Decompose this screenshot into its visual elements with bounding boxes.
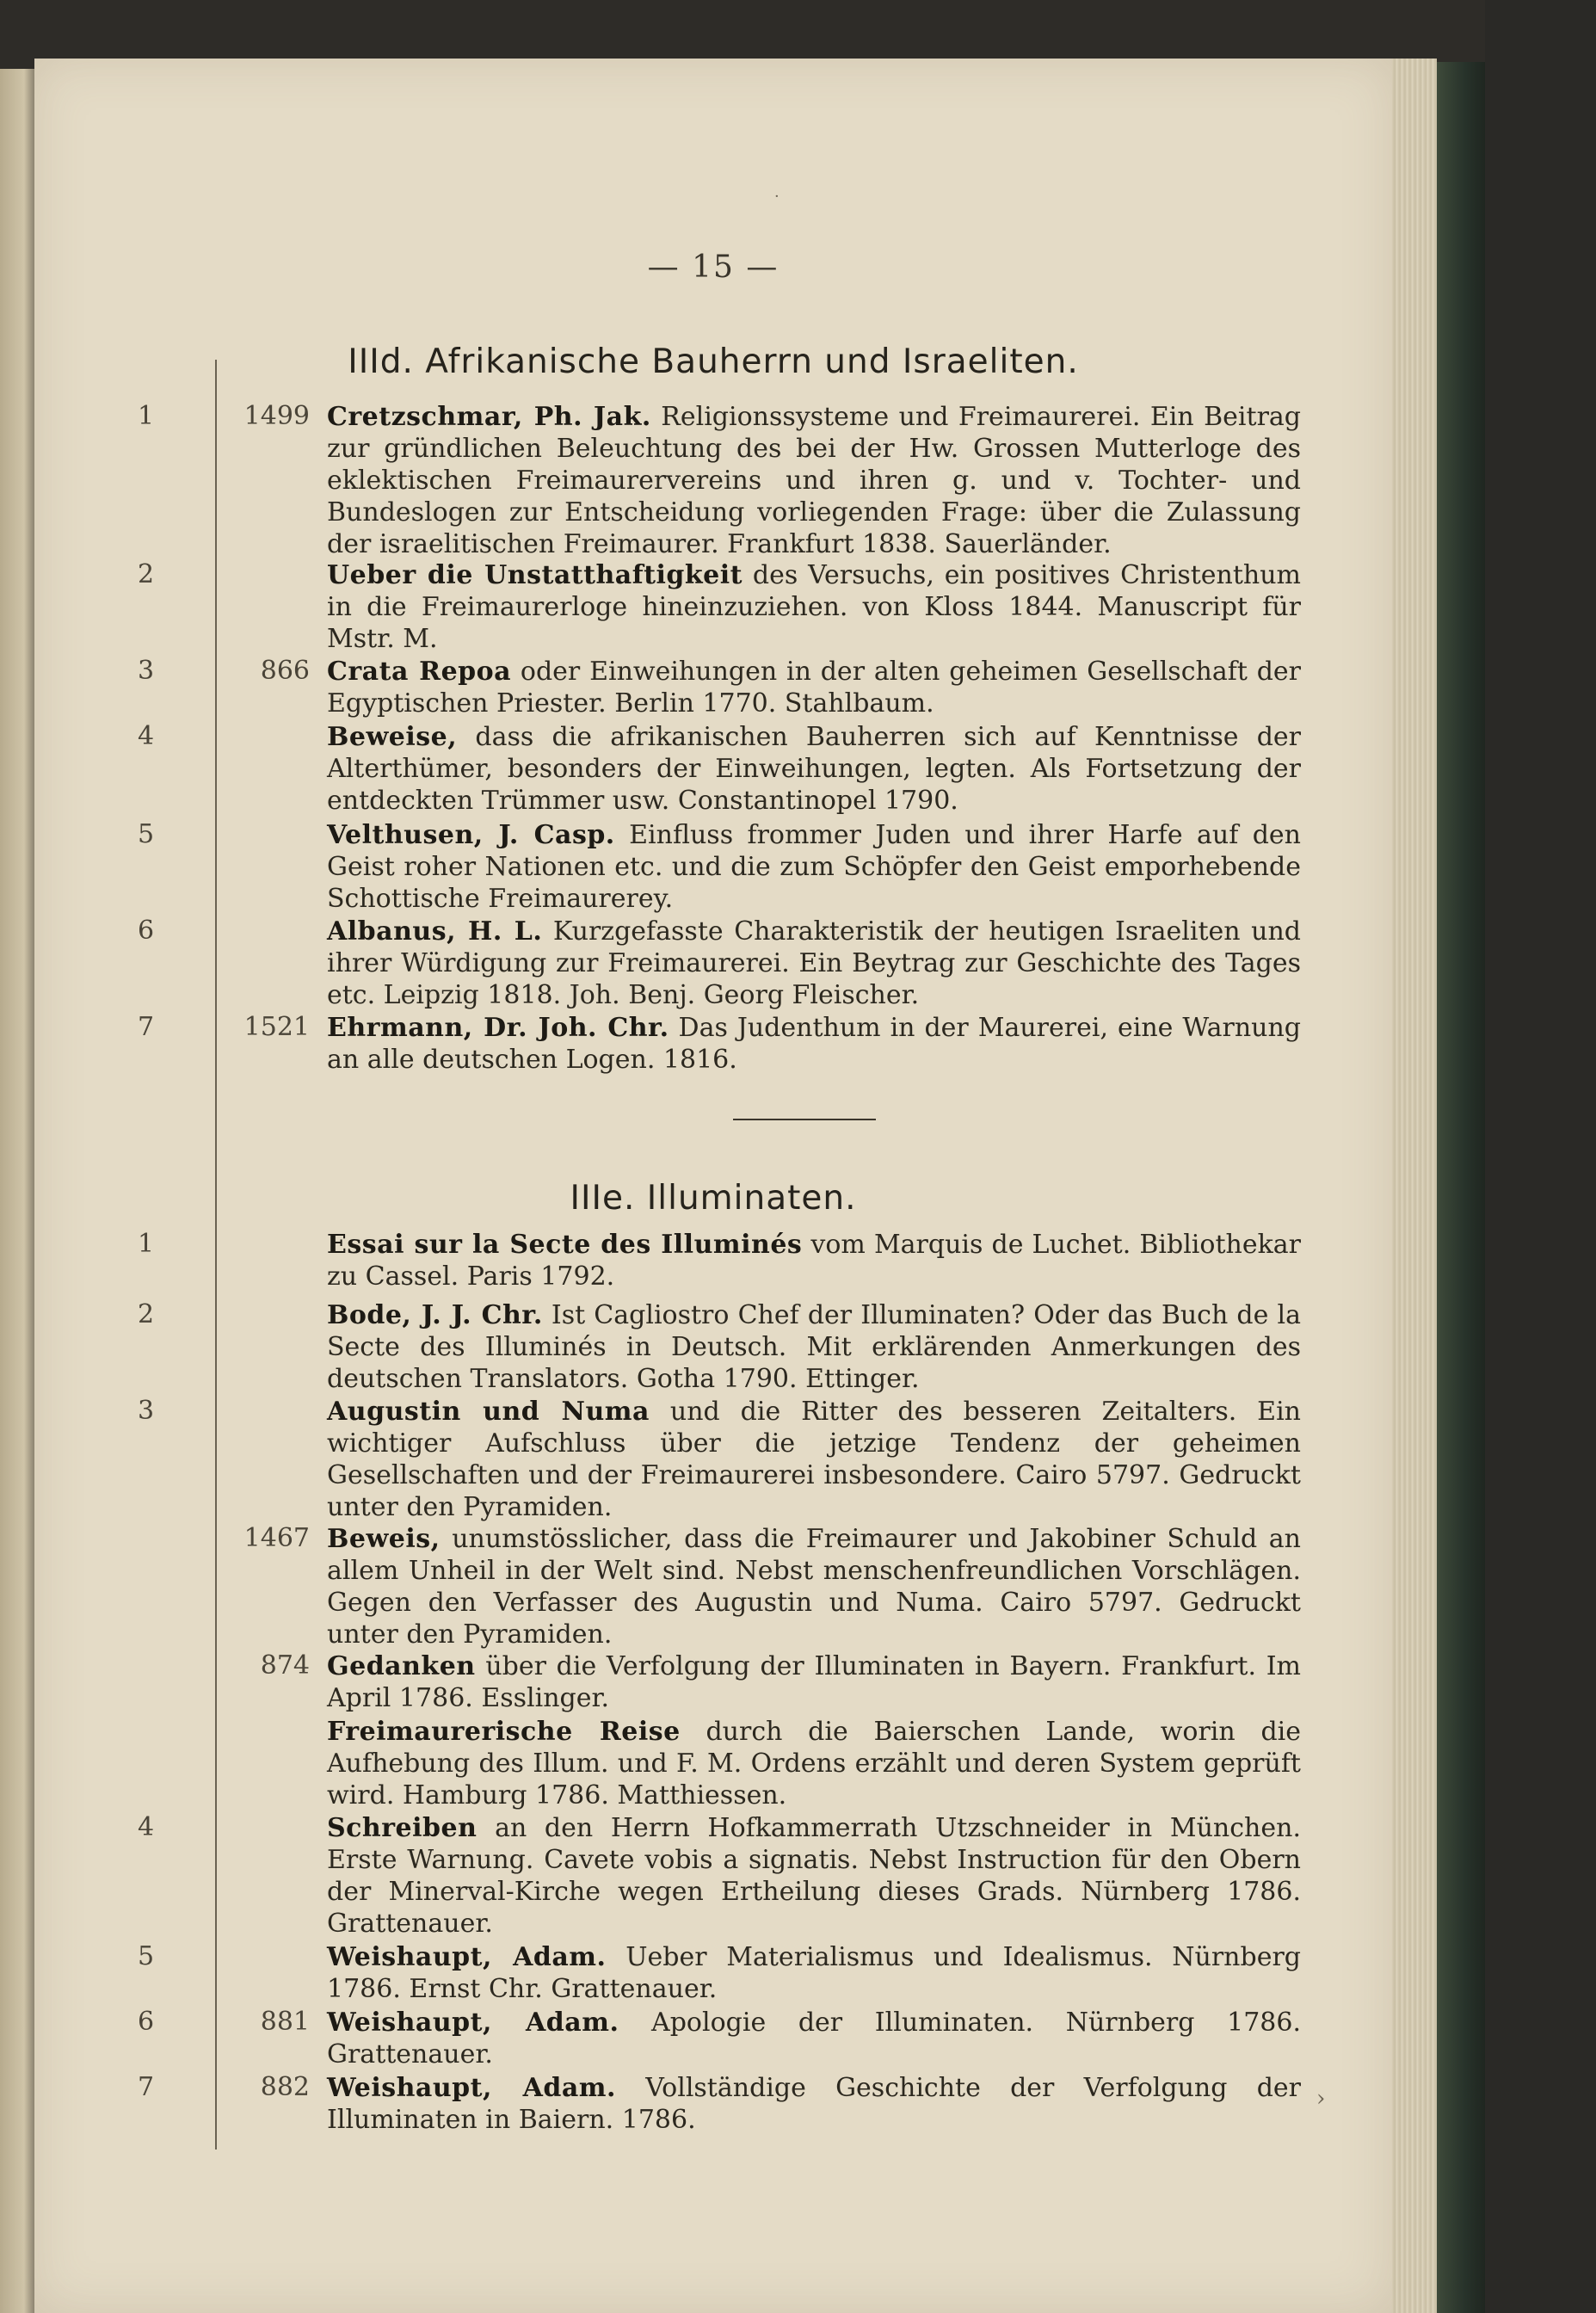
entry-text (327, 1229, 1301, 1292)
entry-code: 1467 (243, 1523, 310, 1553)
entry-text (327, 1523, 1301, 1650)
entry-author: Schreiben (327, 1813, 478, 1843)
entry-author: Weishaupt, Adam. (327, 2008, 619, 2038)
background (1485, 0, 1596, 2313)
entry-body: über die Verfolgung der Illuminaten in Bayern. Frankfurt. Im April 1786. Esslinger. (327, 1651, 1301, 1713)
entry-number: 3 (138, 656, 155, 686)
entry-number: 7 (138, 1012, 155, 1042)
entry-code: 874 (260, 1650, 310, 1681)
entry-body: Religionssysteme und Freimaurerei. Ein Beitrag zur gründlichen Beleuchtung des bei der Hw. Grossen Mutterloge des eklektischen Freimaurervereins und ihren g. und v. Tochter- und Bundeslogen zur Entscheidung vorliegenden Frage: über die Zulassung der israelitischen Freimaurer. Frankfurt 1838. Sauerländer. (327, 402, 1302, 559)
section-divider (733, 1119, 876, 1120)
entry-author: Beweise, (327, 722, 458, 752)
entry-author: Freimaurerische Reise (327, 1717, 681, 1747)
entry-author: Augustin und Numa (327, 1397, 650, 1427)
margin-mark: › (1316, 2086, 1326, 2112)
entry-text (327, 1012, 1301, 1076)
entry-body: Das Judenthum in der Maurerei, eine Warnung an alle deutschen Logen. 1816. (327, 1013, 1301, 1075)
entry-body: dass die afrikanischen Bauherren sich auf Kenntnisse der Alterthümer, besonders der Einweihungen, legten. Als Fortsetzung der entdeckten Trümmer usw. Constantinopel 1790. (327, 722, 1301, 816)
entry-number: 4 (138, 721, 155, 751)
section-title-iiid: IIId. Afrikanische Bauherrn und Israeliten. (348, 342, 1079, 381)
entry-author: Bode, J. J. Chr. (327, 1300, 543, 1330)
entry-body: Vollständige Geschichte der Verfolgung der Illuminaten in Baiern. 1786. (327, 2073, 1302, 2135)
entry-body: Apologie der Illuminaten. Nürnberg 1786. Grattenauer. (327, 2008, 1301, 2069)
entry-body: des Versuchs, ein positives Christenthum in die Freimaurerloge hineinzuziehen. von Kloss 1844. Manuscript für Mstr. M. (327, 560, 1302, 654)
entry-body: durch die Baierschen Lande, worin die Aufhebung des Illum. und F. M. Ordens erzählt und deren System geprüft wird. Hamburg 1786. Matthiessen. (327, 1717, 1301, 1810)
entry-body: oder Einweihungen in der alten geheimen Gesellschaft der Egyptischen Priester. Berlin 1770. Stahlbaum. (327, 657, 1301, 719)
entry-text (327, 2072, 1301, 2136)
entry-number: 1 (138, 401, 155, 431)
entry-code: 1521 (243, 1012, 310, 1042)
entry-body: vom Marquis de Luchet. Bibliothekar zu Cassel. Paris 1792. (327, 1230, 1301, 1292)
entry-author: Gedanken (327, 1651, 476, 1681)
page-number: — 15 — (647, 250, 780, 285)
entry-author: Ehrmann, Dr. Joh. Chr. (327, 1013, 669, 1043)
entry-number: 2 (138, 559, 155, 589)
entry-body: Kurzgefasste Charakteristik der heutigen Israeliten und ihrer Würdigung zur Freimaurerei. Ein Beytrag zur Geschichte des Tages etc. Leipzig 1818. Joh. Benj. Georg Fleischer. (327, 916, 1301, 1010)
entry-code: 881 (260, 2007, 310, 2037)
entry-author: Ueber die Unstatthaftigkeit (327, 560, 743, 590)
entry-text (327, 1650, 1301, 1714)
entry-number: 5 (138, 1941, 155, 1971)
entry-author: Essai sur la Secte des Illuminés (327, 1230, 803, 1260)
entry-text (327, 1716, 1301, 1811)
entry-body: Ueber Materialismus und Idealismus. Nürnberg 1786. Ernst Chr. Grattenauer. (327, 1942, 1302, 2004)
entry-text (327, 819, 1301, 915)
section-title-iiie: IIIe. Illuminaten. (570, 1179, 857, 1218)
entry-text (327, 656, 1301, 719)
entry-number: 4 (138, 1812, 155, 1842)
entry-text (327, 1941, 1301, 2005)
entry-body: Einfluss frommer Juden und ihrer Harfe auf den Geist roher Nationen etc. und die zum Schöpfer den Geist emporhebende Schottische Freimaurerey. (327, 820, 1301, 914)
entry-author: Beweis, (327, 1524, 441, 1554)
entry-author: Weishaupt, Adam. (327, 2073, 616, 2103)
entry-author: Weishaupt, Adam. (327, 1942, 607, 1972)
entry-author: Velthusen, J. Casp. (327, 820, 615, 850)
entry-text (327, 1299, 1301, 1395)
entry-body: und die Ritter des besseren Zeitalters. Ein wichtiger Aufschluss über die jetzige Tendenz der geheimen Gesellschaften und der Freimaurerei insbesondere. Cairo 5797. Gedruckt unter den Pyramiden. (327, 1397, 1302, 1522)
entry-number: 5 (138, 819, 155, 849)
entry-text (327, 401, 1301, 560)
entry-number: 1 (138, 1229, 155, 1259)
left-page-edge (0, 69, 34, 2313)
entry-number: 6 (138, 2007, 155, 2037)
entry-text (327, 916, 1301, 1011)
entry-author: Crata Repoa (327, 657, 512, 687)
book-cover-edge (1437, 62, 1485, 2313)
margin-rule (215, 360, 217, 2150)
entry-author: Albanus, H. L. (327, 916, 543, 947)
entry-code: 1499 (243, 401, 310, 431)
entry-number: 7 (138, 2072, 155, 2102)
entry-author: Cretzschmar, Ph. Jak. (327, 402, 651, 432)
entry-number: 2 (138, 1299, 155, 1329)
entry-text (327, 1812, 1301, 1940)
book-page (34, 59, 1392, 2313)
entry-code: 866 (260, 656, 310, 686)
entry-number: 6 (138, 916, 155, 946)
entry-body: Ist Cagliostro Chef der Illuminaten? Oder das Buch de la Secte des Illuminés in Deutsch. Mit erklärenden Anmerkungen des deutschen Translators. Gotha 1790. Ettinger. (327, 1300, 1301, 1394)
entry-text (327, 1396, 1301, 1523)
entry-text (327, 2007, 1301, 2070)
entry-body: unumstösslicher, dass die Freimaurer und Jakobiner Schuld an allem Unheil in der Welt sind. Nebst menschenfreundlichen Vorschlägen. Gegen den Verfasser des Augustin und Numa. Cairo 5797. Gedruckt unter den Pyramiden. (327, 1524, 1301, 1650)
entry-text (327, 559, 1301, 655)
entry-body: an den Herrn Hofkammerrath Utzschneider in München. Erste Warnung. Cavete vobis a signatis. Nebst Instruction für den Obern der Minerval-Kirche wegen Ertheilung dieses Grads. Nürnberg 1786. Grattenauer. (327, 1813, 1301, 1939)
entry-number: 3 (138, 1396, 155, 1426)
entry-text (327, 721, 1301, 817)
page-stack-edge (1392, 59, 1437, 2313)
entry-code: 882 (260, 2072, 310, 2102)
ink-speck: · (774, 188, 780, 206)
